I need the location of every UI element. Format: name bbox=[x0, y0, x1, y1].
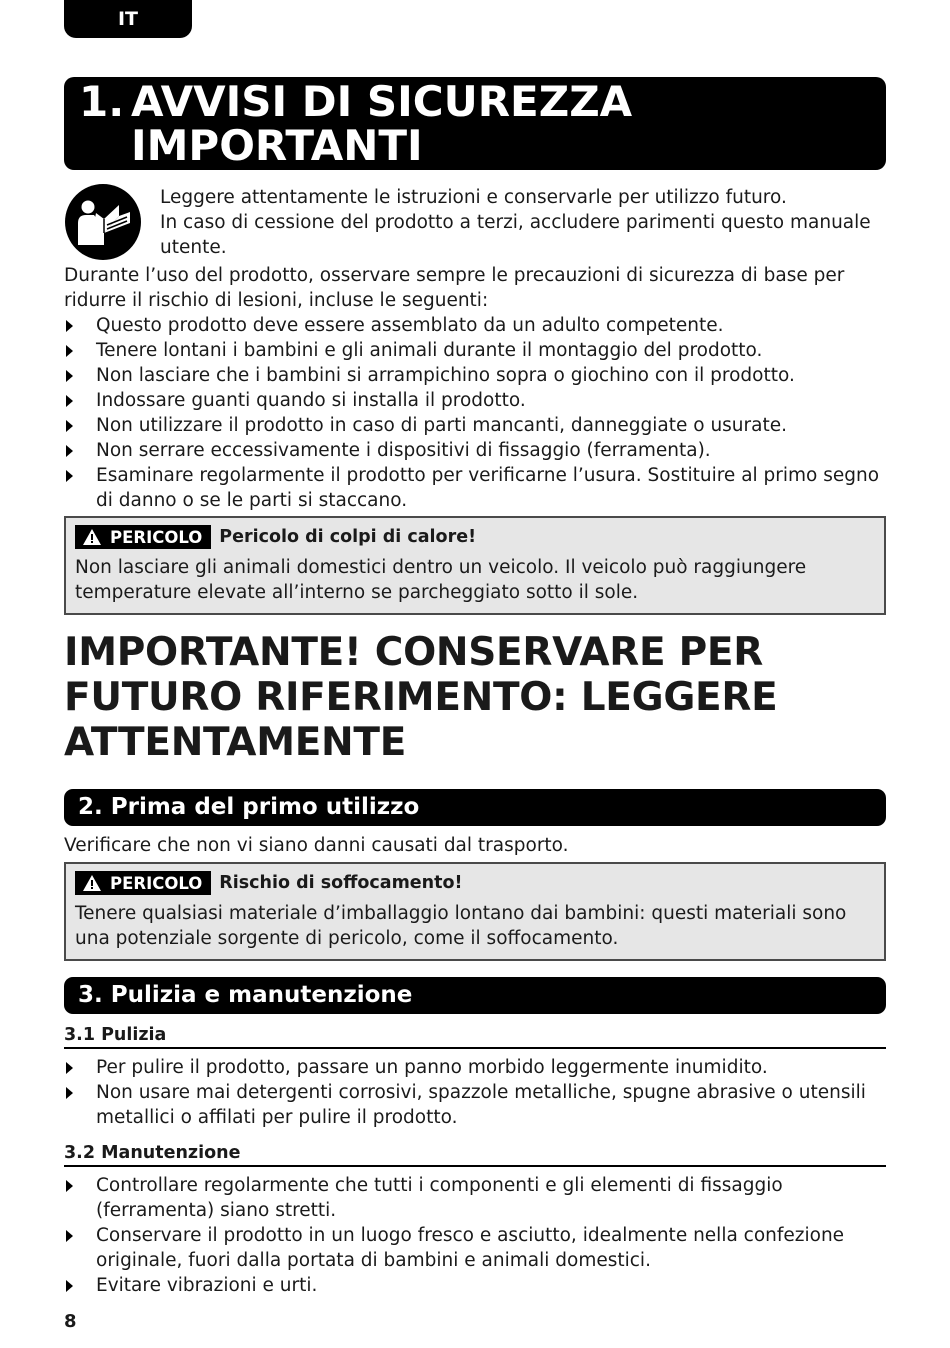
list-item-text: Evitare vibrazioni e urti. bbox=[96, 1275, 318, 1296]
danger-badge bbox=[75, 525, 211, 549]
maintenance-bullet-list bbox=[64, 1173, 884, 1298]
cleaning-bullet-list bbox=[64, 1055, 884, 1130]
list-item bbox=[64, 363, 884, 388]
subsection-maintenance-title: 3.2 Manutenzione bbox=[64, 1141, 886, 1167]
warning-title: Rischio di soffocamento! bbox=[219, 873, 463, 893]
read-manual-icon bbox=[64, 183, 142, 261]
list-item-text: Per pulire il prodotto, passare un panno morbido leggermente inumidito. bbox=[96, 1057, 768, 1078]
safety-bullet-list bbox=[64, 313, 884, 513]
bullet-arrow-icon bbox=[66, 320, 73, 332]
list-item-text: Tenere lontani i bambini e gli animali durante il montaggio del prodotto. bbox=[96, 340, 763, 361]
list-item bbox=[64, 438, 884, 463]
bullet-arrow-icon bbox=[66, 370, 73, 382]
bullet-arrow-icon bbox=[66, 420, 73, 432]
list-item-text: Non serrare eccessivamente i dispositivi di fissaggio (ferramenta). bbox=[96, 440, 711, 461]
precaution-text: Durante l’uso del prodotto, osservare sempre le precauzioni di sicurezza di base per ridurre il rischio di lesioni, incluse le seguenti: bbox=[64, 265, 845, 311]
list-item-text: Conservare il prodotto in un luogo fresco e asciutto, idealmente nella confezione originale, fuori dalla portata di bambini e animali domestici. bbox=[96, 1225, 845, 1271]
list-item bbox=[64, 338, 884, 363]
list-item bbox=[64, 388, 884, 413]
list-item bbox=[64, 1223, 884, 1273]
section-1-title bbox=[64, 77, 886, 170]
list-item-text: Non lasciare che i bambini si arrampichino sopra o giochino con il prodotto. bbox=[96, 365, 795, 386]
section-2-title: 2. Prima del primo utilizzo bbox=[64, 789, 886, 826]
important-heading: IMPORTANTE! CONSERVARE PER FUTURO RIFERIMENTO: LEGGERE ATTENTAMENTE bbox=[64, 630, 778, 765]
bullet-arrow-icon bbox=[66, 1180, 73, 1192]
subsection-cleaning-title: 3.1 Pulizia bbox=[64, 1023, 886, 1049]
list-item-text: Esaminare regolarmente il prodotto per verificarne l’usura. Sostituire al primo segno di danno o se le parti si staccano. bbox=[96, 465, 880, 511]
bullet-arrow-icon bbox=[66, 1230, 73, 1242]
warning-body: Tenere qualsiasi materiale d’imballaggio lontano dai bambini: questi materiali sono una potenziale sorgente di pericolo, come il soffocamento. bbox=[75, 903, 847, 949]
warning-triangle-icon bbox=[83, 529, 101, 545]
section-1-title-line1: AVVISI DI SICUREZZA bbox=[131, 77, 633, 126]
danger-badge bbox=[75, 871, 211, 895]
list-item-text: Questo prodotto deve essere assemblato da un adulto competente. bbox=[96, 315, 724, 336]
bullet-arrow-icon bbox=[66, 1062, 73, 1074]
section-1-number: 1. bbox=[79, 77, 125, 126]
list-item-text: Indossare guanti quando si installa il prodotto. bbox=[96, 390, 526, 411]
section-2-text: Verificare che non vi siano danni causati dal trasporto. bbox=[64, 835, 569, 856]
section-3-title: 3. Pulizia e manutenzione bbox=[64, 977, 886, 1014]
list-item bbox=[64, 1055, 884, 1080]
bullet-arrow-icon bbox=[66, 445, 73, 457]
list-item bbox=[64, 313, 884, 338]
bullet-arrow-icon bbox=[66, 395, 73, 407]
intro-line: In caso di cessione del prodotto a terzi, accludere parimenti questo manuale utente. bbox=[160, 212, 871, 258]
list-item bbox=[64, 1273, 884, 1298]
list-item-text: Non usare mai detergenti corrosivi, spazzole metalliche, spugne abrasive o utensili metallici o affilati per pulire il prodotto. bbox=[96, 1082, 866, 1128]
list-item bbox=[64, 1173, 884, 1223]
intro-text bbox=[160, 185, 880, 260]
list-item bbox=[64, 463, 884, 513]
list-item-text: Controllare regolarmente che tutti i componenti e gli elementi di fissaggio (ferramenta) siano stretti. bbox=[96, 1175, 783, 1221]
warning-body: Non lasciare gli animali domestici dentro un veicolo. Il veicolo può raggiungere temperature elevate all’interno se parcheggiato sotto il sole. bbox=[75, 557, 807, 603]
section-1-title-line2: IMPORTANTI bbox=[131, 121, 423, 170]
bullet-arrow-icon bbox=[66, 1087, 73, 1099]
suffocation-warning-box bbox=[64, 862, 886, 961]
heat-stroke-warning-box bbox=[64, 516, 886, 615]
list-item-text: Non utilizzare il prodotto in caso di parti mancanti, danneggiate o usurate. bbox=[96, 415, 787, 436]
warning-title: Pericolo di colpi di calore! bbox=[219, 527, 477, 547]
bullet-arrow-icon bbox=[66, 345, 73, 357]
page-number: 8 bbox=[64, 1311, 77, 1332]
intro-line: Leggere attentamente le istruzioni e conservarle per utilizzo futuro. bbox=[160, 187, 787, 208]
list-item bbox=[64, 1080, 884, 1130]
list-item bbox=[64, 413, 884, 438]
danger-badge-label: PERICOLO bbox=[110, 527, 203, 547]
bullet-arrow-icon bbox=[66, 1280, 73, 1292]
warning-triangle-icon bbox=[83, 875, 101, 891]
language-tab: IT bbox=[64, 0, 192, 38]
bullet-arrow-icon bbox=[66, 470, 73, 482]
danger-badge-label: PERICOLO bbox=[110, 873, 203, 893]
